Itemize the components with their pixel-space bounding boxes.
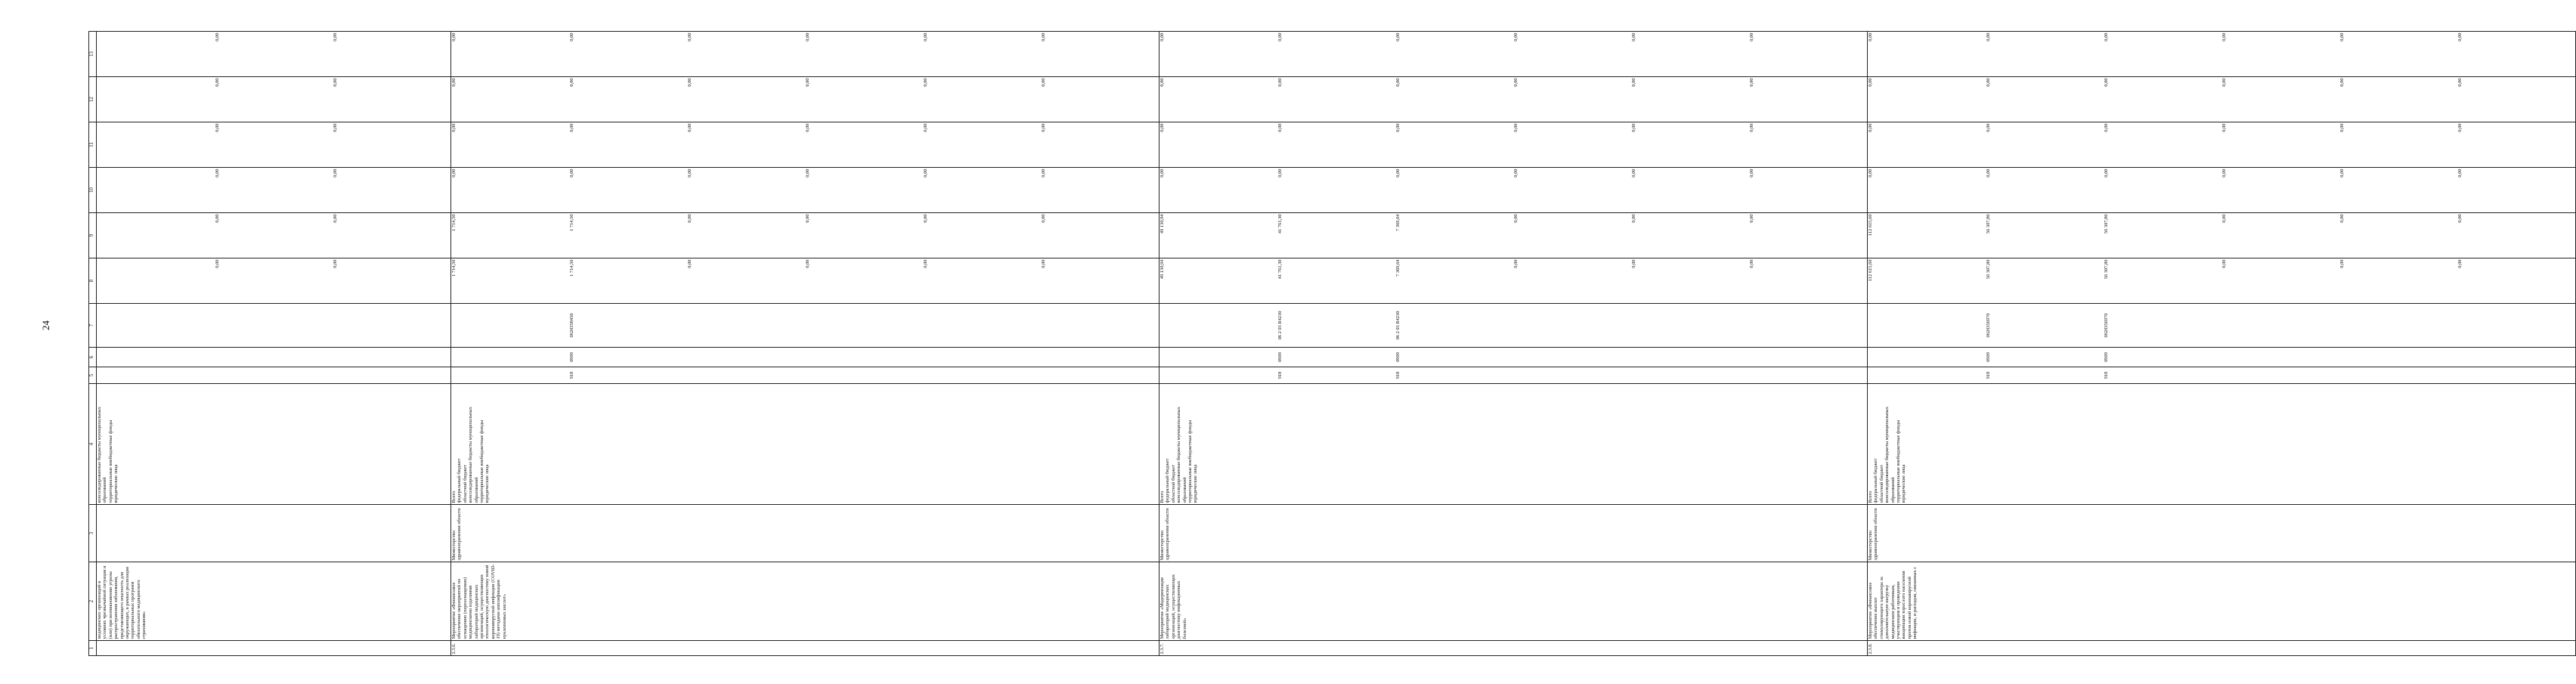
code-col7 (687, 305, 805, 346)
amount-value: 0,00 (805, 259, 810, 268)
amount-value: 0,00 (1986, 32, 1991, 42)
code-col6 (2339, 349, 2457, 366)
code-col7 (923, 305, 1041, 346)
amount-value: 0,00 (1631, 259, 1636, 268)
amount-value (97, 33, 215, 76)
amount-col8-cell (451, 258, 1160, 304)
code-col5 (1749, 369, 1867, 382)
amount-value: 1 714,50 (569, 259, 574, 277)
code-col7 (333, 305, 450, 346)
code-col7 (97, 305, 215, 346)
code-col6 (1513, 349, 1631, 366)
amount-value: 0,00 (2339, 214, 2345, 223)
amount-value: 0,00 (2104, 123, 2109, 132)
code-col6s-cell (97, 348, 451, 367)
amount-value: 0,00 (1986, 169, 1991, 178)
amount-col9-cell (97, 213, 451, 258)
code-col5 (687, 369, 805, 382)
code-col7: 0620358450 (569, 313, 574, 338)
amount-value: 0,00 (2104, 32, 2109, 42)
code-col7: 06 2 03 R4230 (1395, 311, 1401, 340)
amount-value: 0,00 (2221, 78, 2227, 87)
code-col5s-cell (451, 367, 1160, 384)
amount-value: 0,00 (1749, 123, 1754, 132)
code-col7 (2339, 305, 2457, 346)
amount-value: 0,00 (2457, 78, 2463, 87)
code-col6 (333, 349, 450, 366)
code-col5s-cell (97, 367, 451, 384)
amount-value: 0,00 (805, 123, 810, 132)
amount-value: 0,00 (1041, 259, 1046, 268)
amount-value: 0,00 (1160, 78, 1165, 87)
code-col6 (805, 349, 923, 366)
amount-value: 0,00 (687, 78, 692, 87)
amount-col13-cell (1160, 32, 1868, 77)
code-col6 (97, 349, 215, 366)
amount-value: 0,00 (923, 32, 928, 42)
code-col7 (1041, 305, 1159, 346)
amount-value: 0,00 (805, 169, 810, 178)
amount-value: 0,00 (1749, 32, 1754, 42)
code-col5 (333, 369, 450, 382)
amount-value: 0,00 (569, 169, 574, 178)
amount-value: 0,00 (805, 78, 810, 87)
amount-value: 0,00 (1041, 214, 1046, 223)
amount-value: 0,00 (1868, 123, 1873, 132)
code-col7: 0620356970 (1986, 313, 1991, 338)
amount-value: 0,00 (1631, 214, 1636, 223)
code-col6 (1160, 349, 1277, 366)
source-line: консолидированные бюджеты муниципальных образований (1884, 407, 1896, 503)
column-number: 10 (89, 168, 97, 213)
code-col6s-cell (451, 348, 1160, 367)
amount-col12-cell (1868, 77, 2576, 122)
source-line: территориальные внебюджетные фонды (107, 419, 113, 503)
code-col7 (1160, 305, 1277, 346)
amount-col12-cell (451, 77, 1160, 122)
source-line: федеральный бюджет (1165, 458, 1171, 503)
code-col5 (2457, 369, 2575, 382)
code-col5s-cell (1868, 367, 2576, 384)
amount-value: 0,00 (1041, 32, 1046, 42)
amount-value: 0,00 (1277, 32, 1283, 42)
code-col6 (923, 349, 1041, 366)
amount-value: 56 307,80 (1986, 259, 1991, 280)
amount-value: 0,00 (1986, 123, 1991, 132)
source-line: консолидированные бюджеты муниципальных образований (1176, 407, 1187, 503)
amount-value: 0,00 (1749, 259, 1754, 268)
amount-value: 0,00 (1868, 169, 1873, 178)
amount-value: 0,00 (2457, 259, 2463, 268)
amount-value: 0,00 (1041, 78, 1046, 87)
amount-col13-cell (1868, 32, 2576, 77)
amount-value: 0,00 (923, 169, 928, 178)
amount-value: 56 307,80 (2104, 259, 2109, 280)
amount-value: 41 761,30 (1277, 259, 1283, 280)
table-row (1160, 32, 1868, 656)
budget-table (88, 31, 2576, 656)
amount-value: 0,00 (2457, 214, 2463, 223)
amount-value: 0,00 (215, 169, 220, 178)
code-col7: 0620356970 (2104, 313, 2109, 338)
source-line: консолидированные бюджеты муниципальных образований (97, 407, 108, 503)
code-col7s-cell (1160, 304, 1868, 348)
amount-value: 0,00 (333, 78, 338, 87)
source-lines-cell (97, 384, 451, 505)
column-number: 6 (89, 348, 97, 367)
amount-col11-cell (1160, 122, 1868, 168)
column-number: 13 (89, 32, 97, 77)
amount-value: 0,00 (215, 214, 220, 223)
table-body (89, 32, 2576, 656)
code-col6 (1749, 349, 1867, 366)
amount-value: 0,00 (1986, 78, 1991, 87)
amount-value (97, 169, 215, 212)
column-number: 8 (89, 258, 97, 304)
amount-value: 0,00 (2339, 78, 2345, 87)
amount-value: 0,00 (1513, 214, 1519, 223)
amount-value: 0,00 (451, 123, 457, 132)
amount-col8-cell (1868, 258, 2576, 304)
row-number: 2.3.6. (451, 641, 1160, 656)
amount-value: 0,00 (687, 32, 692, 42)
code-col6 (1041, 349, 1159, 366)
amount-value: 0,00 (1395, 78, 1401, 87)
amount-value: 0,00 (2221, 169, 2227, 178)
source-lines-cell (451, 384, 1160, 505)
amount-col13-cell (97, 32, 451, 77)
source-line: юридические лица (1193, 464, 1199, 503)
code-col6: 0909 (569, 352, 574, 362)
code-col7: 06 2 03 R4230 (1277, 311, 1283, 340)
amount-value: 0,00 (1868, 78, 1873, 87)
amount-value: 0,00 (451, 78, 457, 87)
source-line: территориальные внебюджетные фонды (1187, 419, 1194, 503)
amount-value: 0,00 (923, 123, 928, 132)
amount-value: 0,00 (1277, 78, 1283, 87)
source-line: Всего (1868, 491, 1873, 503)
rotated-page-content (88, 32, 2463, 656)
amount-value: 0,00 (1631, 32, 1636, 42)
amount-value: 49 130,94 (1160, 214, 1165, 234)
source-line: Всего (1160, 491, 1165, 503)
code-col6 (2457, 349, 2575, 366)
amount-value: 41 761,30 (1277, 214, 1283, 234)
code-col5: 918 (1395, 371, 1401, 379)
amount-value: 1 714,50 (569, 214, 574, 231)
amount-value (97, 124, 215, 166)
amount-value: 0,00 (1631, 169, 1636, 178)
code-col6s-cell (1868, 348, 2576, 367)
amount-value: 0,00 (333, 123, 338, 132)
column-number: 11 (89, 122, 97, 168)
code-col5 (1513, 369, 1631, 382)
code-col5 (2339, 369, 2457, 382)
code-col6 (215, 349, 333, 366)
amount-value: 0,00 (2221, 259, 2227, 268)
amount-value: 0,00 (2457, 169, 2463, 178)
amount-value: 0,00 (1160, 32, 1165, 42)
amount-value: 0,00 (1395, 169, 1401, 178)
table-row (451, 32, 1160, 656)
amount-value: 0,00 (2104, 78, 2109, 87)
code-col5: 918 (2104, 371, 2109, 379)
code-col6 (1868, 349, 1986, 366)
amount-value: 0,00 (1631, 78, 1636, 87)
amount-value: 0,00 (569, 32, 574, 42)
code-col6: 0909 (1986, 352, 1991, 362)
amount-value: 0,00 (333, 214, 338, 223)
amount-value (97, 260, 215, 302)
amount-col13-cell (451, 32, 1160, 77)
amount-value: 0,00 (1395, 32, 1401, 42)
amount-value: 0,00 (1160, 123, 1165, 132)
code-col6: 0909 (2104, 352, 2109, 362)
amount-value: 0,00 (923, 259, 928, 268)
source-line: областной бюджет (1878, 465, 1884, 503)
amount-value: 0,00 (805, 32, 810, 42)
amount-value: 0,00 (1513, 32, 1519, 42)
row-number (97, 641, 451, 656)
column-number: 1 (89, 641, 97, 656)
measure-title: Мероприятие «Модернизация лабораторий медицинских организаций, осуществляющих диагностику инфекционных болезней» (1160, 562, 1868, 641)
code-col7 (451, 305, 569, 346)
column-number: 12 (89, 77, 97, 122)
code-col5 (97, 369, 215, 382)
amount-value: 0,00 (1631, 123, 1636, 132)
column-number: 3 (89, 505, 97, 562)
source-line: областной бюджет (462, 465, 468, 503)
amount-value: 0,00 (2457, 32, 2463, 42)
code-col5 (923, 369, 1041, 382)
column-number: 5 (89, 367, 97, 384)
amount-value: 1 714,50 (451, 214, 457, 231)
code-col5s-cell (1160, 367, 1868, 384)
code-col6 (1631, 349, 1749, 366)
code-col7 (1868, 305, 1986, 346)
amount-col12-cell (1160, 77, 1868, 122)
amount-value: 0,00 (451, 169, 457, 178)
amount-value: 7 369,64 (1395, 214, 1401, 231)
amount-value: 0,00 (451, 32, 457, 42)
amount-value: 0,00 (2104, 169, 2109, 178)
code-col6 (451, 349, 569, 366)
amount-value: 0,00 (1041, 169, 1046, 178)
amount-value: 0,00 (2221, 214, 2227, 223)
amount-value: 0,00 (2457, 123, 2463, 132)
code-col6s-cell (1160, 348, 1868, 367)
source-line: федеральный бюджет (1873, 458, 1879, 503)
code-col5: 918 (1986, 371, 1991, 379)
amount-value: 0,00 (1277, 123, 1283, 132)
amount-value: 0,00 (1868, 32, 1873, 42)
amount-value: 0,00 (2339, 169, 2345, 178)
table-row (1868, 32, 2576, 656)
amount-col10-cell (97, 168, 451, 213)
amount-value: 0,00 (687, 214, 692, 223)
amount-value: 56 307,80 (1986, 214, 1991, 234)
amount-col9-cell (1868, 213, 2576, 258)
code-col6 (2221, 349, 2339, 366)
page-number: 24 (40, 320, 51, 330)
amount-value: 0,00 (2339, 123, 2345, 132)
amount-value: 0,00 (687, 259, 692, 268)
code-col7 (2457, 305, 2575, 346)
amount-value: 0,00 (2221, 123, 2227, 132)
code-col5 (1631, 369, 1749, 382)
measure-title: медицинских организаций в условиях чрезвычайной ситуации и (или) при возникновении угрозы распространения заболевания, представляющего опасность для окружающих, в рамках реализации территориальных программ обязательного медицинского страхования» (97, 562, 451, 641)
amount-value: 0,00 (333, 32, 338, 42)
amount-col8-cell (1160, 258, 1868, 304)
code-col5: 918 (569, 371, 574, 379)
source-line: юридические лица (485, 464, 491, 503)
code-col7s-cell (1868, 304, 2576, 348)
amount-value: 0,00 (1749, 78, 1754, 87)
executor: Министерство здравоохранения области (1868, 505, 2576, 562)
source-line: областной бюджет (1170, 465, 1176, 503)
amount-value: 56 307,80 (2104, 214, 2109, 234)
source-lines-cell (1868, 384, 2576, 505)
measure-title: Мероприятие «Финансовое обеспечение мероприятий по оснащению (переоснащению) медицинскими изделиями лабораторий медицинских организаций, осуществляющих этиологическую диагностику новой коронавирусной инфекции (COVID-19) методами амплификации нуклеиновых кислот» (451, 562, 1160, 641)
amount-value: 0,00 (1513, 259, 1519, 268)
code-col7s-cell (451, 304, 1160, 348)
row-number: 2.3.7. (1160, 641, 1868, 656)
amount-value: 0,00 (1513, 169, 1519, 178)
column-number: 2 (89, 562, 97, 641)
amount-value: 0,00 (215, 32, 220, 42)
source-line: территориальные внебюджетные фонды (479, 419, 485, 503)
code-col7 (215, 305, 333, 346)
amount-col12-cell (97, 77, 451, 122)
amount-value: 0,00 (2339, 259, 2345, 268)
code-col7 (1749, 305, 1867, 346)
executor: Министерство здравоохранения области (1160, 505, 1868, 562)
amount-value: 0,00 (1277, 169, 1283, 178)
amount-value: 0,00 (2221, 32, 2227, 42)
amount-value: 0,00 (215, 123, 220, 132)
amount-value: 112 615,60 (1868, 259, 1873, 282)
column-number: 4 (89, 384, 97, 505)
column-number: 9 (89, 213, 97, 258)
amount-value: 0,00 (1160, 169, 1165, 178)
source-line: территориальные внебюджетные фонды (1896, 419, 1902, 503)
amount-value: 0,00 (569, 123, 574, 132)
amount-value: 0,00 (569, 78, 574, 87)
code-col7 (805, 305, 923, 346)
amount-value: 0,00 (1749, 169, 1754, 178)
code-col5 (805, 369, 923, 382)
code-col6: 0909 (1395, 352, 1401, 362)
code-col7 (1631, 305, 1749, 346)
amount-col10-cell (451, 168, 1160, 213)
code-col6: 0909 (1277, 352, 1283, 362)
amount-value: 0,00 (923, 78, 928, 87)
amount-value: 0,00 (215, 78, 220, 87)
source-line: Всего (451, 491, 457, 503)
amount-value: 0,00 (1749, 214, 1754, 223)
code-col7 (2221, 305, 2339, 346)
amount-value (97, 79, 215, 121)
amount-value: 0,00 (2339, 32, 2345, 42)
amount-value: 49 130,94 (1160, 259, 1165, 280)
amount-col11-cell (451, 122, 1160, 168)
amount-col11-cell (1868, 122, 2576, 168)
table-row (97, 32, 451, 656)
source-line: юридические лица (1901, 464, 1907, 503)
amount-value: 7 369,64 (1395, 259, 1401, 277)
amount-value: 0,00 (1513, 78, 1519, 87)
measure-title: Мероприятие «Финансовое обеспечение выплат стимулирующего характера за дополнительную нагрузку медицинским работникам, участвующим в проведении вакцинации взрослого населения против новой коронавирусной инфекции, и расходов, связанных с (1868, 562, 2576, 641)
source-line: федеральный бюджет (457, 458, 463, 503)
code-col5 (1160, 369, 1277, 382)
code-col7 (1513, 305, 1631, 346)
row-number: 2.3.8. (1868, 641, 2576, 656)
amount-value: 0,00 (923, 214, 928, 223)
column-number-row (89, 32, 97, 656)
amount-value: 0,00 (805, 214, 810, 223)
amount-value: 1 714,50 (451, 259, 457, 277)
code-col6 (687, 349, 805, 366)
code-col5 (1868, 369, 1986, 382)
source-lines-cell (1160, 384, 1868, 505)
code-col5 (1041, 369, 1159, 382)
amount-value: 0,00 (687, 123, 692, 132)
column-number: 7 (89, 304, 97, 348)
source-line: консолидированные бюджеты муниципальных образований (468, 407, 479, 503)
executor: Министерство здравоохранения области (451, 505, 1160, 562)
amount-col10-cell (1160, 168, 1868, 213)
code-col5 (2221, 369, 2339, 382)
code-col7s-cell (97, 304, 451, 348)
code-col5 (451, 369, 569, 382)
source-line: юридические лица (113, 464, 119, 503)
amount-value: 0,00 (333, 169, 338, 178)
amount-value: 112 615,60 (1868, 214, 1873, 237)
amount-col11-cell (97, 122, 451, 168)
amount-value: 0,00 (1395, 123, 1401, 132)
amount-value: 0,00 (1041, 123, 1046, 132)
code-col5 (215, 369, 333, 382)
amount-col10-cell (1868, 168, 2576, 213)
amount-value: 0,00 (215, 259, 220, 268)
amount-value: 0,00 (687, 169, 692, 178)
code-col5: 918 (1277, 371, 1283, 379)
amount-col9-cell (1160, 213, 1868, 258)
amount-value: 0,00 (1513, 123, 1519, 132)
amount-col9-cell (451, 213, 1160, 258)
amount-value: 0,00 (333, 259, 338, 268)
executor (97, 505, 451, 562)
amount-col8-cell (97, 258, 451, 304)
amount-value (97, 215, 215, 257)
